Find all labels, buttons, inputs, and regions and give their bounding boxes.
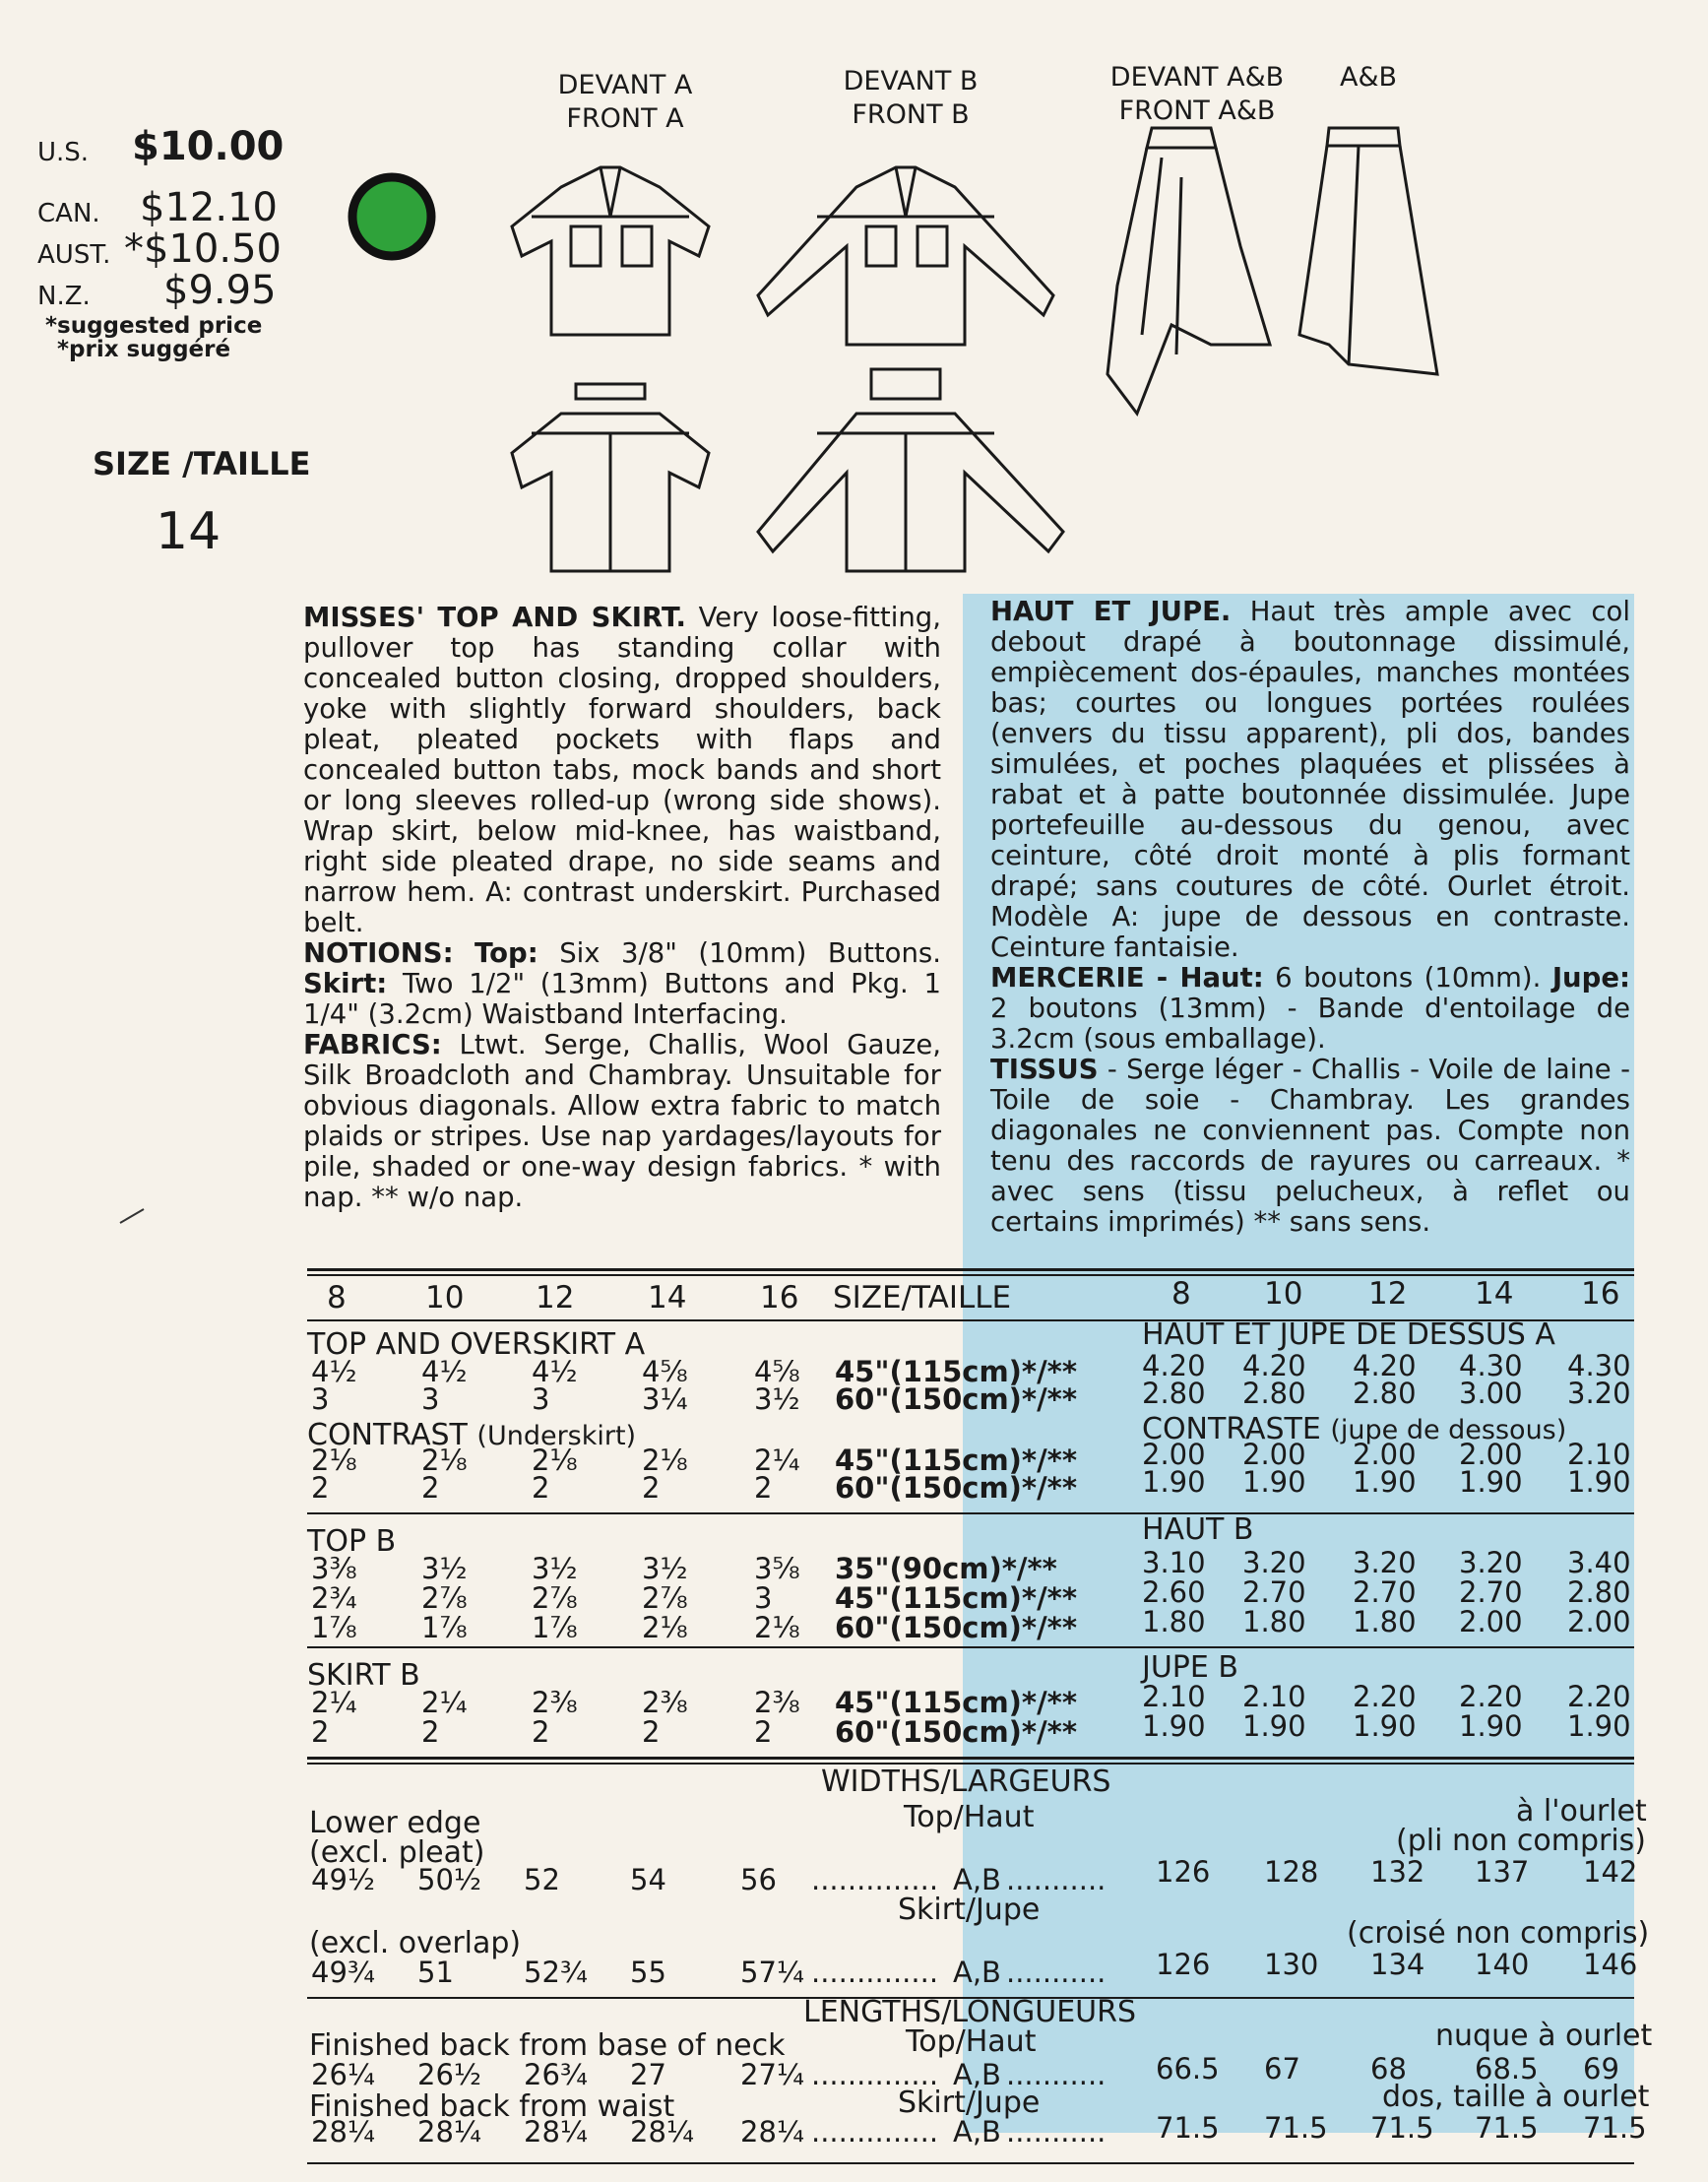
yardage-cell: 2 xyxy=(754,1715,773,1749)
measure-cm-cell: 69 xyxy=(1583,2052,1619,2086)
yardage-cell: 2 xyxy=(754,1471,773,1505)
measure-inch-cell: 27 xyxy=(630,2058,666,2091)
view-ab-label: A,B xyxy=(953,2115,1001,2149)
metric-cell: 2.80 xyxy=(1353,1377,1417,1410)
measure-inch-cell: 26¼ xyxy=(311,2058,376,2091)
yardage-cell: 2⅛ xyxy=(642,1444,688,1477)
desc-en-title: MISSES' TOP AND SKIRT. xyxy=(303,602,686,633)
fabric-width: 60"(150cm)*/** xyxy=(835,1471,1078,1505)
size-col-right-8: 8 xyxy=(1171,1276,1191,1312)
metric-cell: 2.80 xyxy=(1142,1377,1206,1410)
size-col-left-12: 12 xyxy=(536,1280,575,1316)
green-dot-icon xyxy=(345,169,439,264)
measure-inch-cell: 51 xyxy=(417,1956,454,1989)
metric-cell: 1.90 xyxy=(1353,1465,1417,1499)
metric-cell: 3.20 xyxy=(1353,1546,1417,1579)
yardage-cell: 2¼ xyxy=(754,1444,800,1477)
measure-inch-cell: 28¼ xyxy=(311,2115,376,2149)
metric-cell: 3.20 xyxy=(1459,1546,1523,1579)
bottom-rule xyxy=(307,2162,1634,2164)
section-contraste-extra: (jupe de dessous) xyxy=(1330,1415,1567,1445)
yardage-cell: 2⅞ xyxy=(642,1581,688,1615)
measure-cm-cell: 142 xyxy=(1583,1855,1638,1889)
pli-non-compris-label: (pli non compris) xyxy=(1396,1824,1646,1858)
measure-cm-cell: 71.5 xyxy=(1370,2111,1434,2145)
size-value: 14 xyxy=(156,502,221,561)
measure-inch-cell: 50½ xyxy=(417,1863,482,1896)
measure-inch-cell: 28¼ xyxy=(740,2115,805,2149)
price-label-aust: AUST. xyxy=(37,240,111,270)
dot-leader: ........... xyxy=(1006,2058,1107,2091)
measure-cm-cell: 66.5 xyxy=(1156,2052,1220,2086)
measure-cm-cell: 126 xyxy=(1156,1948,1211,1981)
yardage-cell: 3 xyxy=(532,1382,550,1416)
metric-cell: 1.90 xyxy=(1142,1465,1206,1499)
section-contrast xyxy=(307,1418,636,1452)
measure-inch-cell: 28¼ xyxy=(417,2115,482,2149)
fabric-width: 60"(150cm)*/** xyxy=(835,1382,1078,1416)
metric-cell: 2.20 xyxy=(1353,1680,1417,1713)
yardage-cell: 2⅜ xyxy=(532,1686,578,1719)
yardage-cell: 2⅞ xyxy=(532,1581,578,1615)
price-note-fr: *prix suggéré xyxy=(57,337,231,362)
notions-skirt: Two 1/2" (13mm) Buttons and Pkg. 1 1/4" (3.2cm) Waistband Interfacing. xyxy=(303,968,941,1030)
widths-top-label: Top/Haut xyxy=(904,1800,1035,1834)
fabric-width: 35"(90cm)*/** xyxy=(835,1552,1057,1585)
price-value-nz: $9.95 xyxy=(163,268,277,313)
price-block xyxy=(37,124,285,370)
metric-cell: 2.70 xyxy=(1459,1575,1523,1609)
yardage-cell: 1⅞ xyxy=(532,1611,578,1644)
metric-cell: 2.80 xyxy=(1567,1575,1631,1609)
yardage-cell: 4½ xyxy=(532,1355,578,1388)
metric-cell: 1.90 xyxy=(1567,1709,1631,1743)
dot-leader: ........... xyxy=(1006,1956,1107,1989)
desc-fr-body: Haut très ample avec col debout drapé à boutonnage dissimulé, empiècement dos-épaules, manches montées bas; courtes ou longues portées roulées (envers du tissu apparent), pli dos, bandes simulées, et poches plaquées et plissées à rabat et à patte boutonnée dissimulée. Jupe portefeuille au-dessous du genou, avec ceinture, côté droit monté à plis formant drapé; sans coutures de côté. Ourlet étroit. Modèle A: jupe de dessous en contraste. Ceinture fantaisie. xyxy=(990,596,1630,963)
measure-cm-cell: 137 xyxy=(1475,1855,1530,1889)
fabric-width: 60"(150cm)*/** xyxy=(835,1611,1078,1644)
measure-inch-cell: 28¼ xyxy=(630,2115,695,2149)
widths-top-fr: à l'ourlet xyxy=(1516,1794,1647,1829)
lengths-top-label: Top/Haut xyxy=(906,2024,1037,2059)
metric-cell: 2.20 xyxy=(1567,1680,1631,1713)
lower-edge-label: Lower edge xyxy=(309,1806,481,1840)
size-col-right-14: 14 xyxy=(1475,1276,1514,1312)
metric-cell: 3.00 xyxy=(1459,1377,1523,1410)
metric-cell: 4.20 xyxy=(1242,1349,1306,1382)
skirt-b-drawing xyxy=(1290,118,1447,384)
fabric-width: 45"(115cm)*/** xyxy=(835,1581,1078,1615)
neck-fr-label: nuque à ourlet xyxy=(1435,2019,1653,2053)
yardage-cell: 1⅞ xyxy=(421,1611,468,1644)
view-label-ab xyxy=(1319,61,1418,95)
tissus-text: - Serge léger - Challis - Voile de laine - Toile de soie - Chambray. Les grandes diagonales ne conviennent pas. Compte non tenu des raccords de rayures ou carreaux. * avec sens (tissu pelucheux, à reflet ou certains imprimés) ** sans sens. xyxy=(990,1054,1630,1238)
measure-cm-cell: 71.5 xyxy=(1156,2111,1220,2145)
yardage-cell: 3¼ xyxy=(642,1382,688,1416)
metric-cell: 3.20 xyxy=(1242,1546,1306,1579)
section-skirt-b: SKIRT B xyxy=(307,1658,420,1693)
view-ab-label: A,B xyxy=(953,1863,1001,1896)
measure-cm-cell: 146 xyxy=(1583,1948,1638,1981)
metric-cell: 2.10 xyxy=(1242,1680,1306,1713)
metric-cell: 4.30 xyxy=(1567,1349,1631,1382)
measure-inch-cell: 49½ xyxy=(311,1863,376,1896)
metric-cell: 1.90 xyxy=(1242,1465,1306,1499)
metric-cell: 2.00 xyxy=(1142,1438,1206,1471)
price-note-en: *suggested price xyxy=(45,313,263,339)
metric-cell: 1.90 xyxy=(1567,1465,1631,1499)
measure-inch-cell: 27¼ xyxy=(740,2058,805,2091)
yardage-cell: 2⅜ xyxy=(754,1686,800,1719)
measure-inch-cell: 28¼ xyxy=(524,2115,589,2149)
yardage-cell: 3⅝ xyxy=(754,1552,800,1585)
waist-fr-label: dos, taille à ourlet xyxy=(1382,2080,1650,2114)
metric-cell: 2.20 xyxy=(1459,1680,1523,1713)
view-label-line: FRONT B xyxy=(852,99,970,130)
metric-cell: 4.20 xyxy=(1353,1349,1417,1382)
lengths-skirt-label: Skirt/Jupe xyxy=(898,2086,1041,2120)
section-haut-jupe-a: HAUT ET JUPE DE DESSUS A xyxy=(1142,1317,1555,1352)
price-value-aust: *$10.50 xyxy=(124,226,282,272)
dot-leader: .............. xyxy=(811,1863,939,1896)
section-contrast-extra: (Underskirt) xyxy=(476,1421,637,1451)
metric-cell: 3.40 xyxy=(1567,1546,1631,1579)
yardage-cell: 3½ xyxy=(642,1552,688,1585)
fabric-width: 45"(115cm)*/** xyxy=(835,1444,1078,1477)
mercerie-jupe-label: Jupe: xyxy=(1551,962,1630,994)
notions-top: Six 3/8" (10mm) Buttons. xyxy=(559,937,941,969)
neck-label: Finished back from base of neck xyxy=(309,2028,786,2063)
yardage-cell: 2⅛ xyxy=(421,1444,468,1477)
yardage-cell: 2⅛ xyxy=(642,1611,688,1644)
dot-leader: .............. xyxy=(811,2115,939,2149)
measure-inch-cell: 52¾ xyxy=(524,1956,589,1989)
size-col-left-8: 8 xyxy=(327,1280,347,1316)
view-label-line: DEVANT A xyxy=(557,70,693,100)
fabric-width: 45"(115cm)*/** xyxy=(835,1686,1078,1719)
price-label-us: U.S. xyxy=(37,138,90,167)
measure-cm-cell: 71.5 xyxy=(1264,2111,1328,2145)
metric-cell: 4.20 xyxy=(1142,1349,1206,1382)
yardage-cell: 2 xyxy=(421,1715,440,1749)
yardage-cell: 2 xyxy=(311,1471,330,1505)
yardage-cell: 2⅞ xyxy=(421,1581,468,1615)
size-col-left-10: 10 xyxy=(425,1280,465,1316)
excl-overlap-label: (excl. overlap) xyxy=(309,1926,522,1960)
top-a-front-and-back-drawing xyxy=(502,148,719,581)
metric-cell: 1.90 xyxy=(1353,1709,1417,1743)
croise-label: (croisé non compris) xyxy=(1347,1916,1650,1951)
measure-cm-cell: 132 xyxy=(1370,1855,1425,1889)
metric-cell: 3.10 xyxy=(1142,1546,1206,1579)
lengths-heading: LENGTHS/LONGUEURS xyxy=(803,1995,1137,2029)
english-description xyxy=(303,603,941,1213)
view-label-line: DEVANT B xyxy=(843,66,979,96)
yardage-cell: 3 xyxy=(311,1382,330,1416)
yardage-cell: 2¼ xyxy=(311,1686,357,1719)
mercerie-haut: 6 boutons (10mm). xyxy=(1275,962,1542,994)
yardage-cell: 4⅝ xyxy=(754,1355,800,1388)
size-col-left-14: 14 xyxy=(648,1280,687,1316)
metric-cell: 1.80 xyxy=(1242,1605,1306,1638)
view-ab-label: A,B xyxy=(953,2058,1001,2091)
widths-skirt-label: Skirt/Jupe xyxy=(898,1893,1041,1927)
desc-fr-title: HAUT ET JUPE. xyxy=(990,596,1232,627)
metric-cell: 1.90 xyxy=(1459,1465,1523,1499)
view-label-line: FRONT A xyxy=(566,103,684,134)
metric-cell: 1.90 xyxy=(1242,1709,1306,1743)
metric-cell: 3.20 xyxy=(1567,1377,1631,1410)
metric-cell: 2.60 xyxy=(1142,1575,1206,1609)
section-jupe-b: JUPE B xyxy=(1142,1650,1238,1685)
view-ab-label: A,B xyxy=(953,1956,1001,1989)
metric-cell: 1.80 xyxy=(1353,1605,1417,1638)
measure-cm-cell: 67 xyxy=(1264,2052,1300,2086)
measure-cm-cell: 128 xyxy=(1264,1855,1319,1889)
metric-cell: 2.10 xyxy=(1567,1438,1631,1471)
metric-cell: 1.90 xyxy=(1142,1709,1206,1743)
section-top-overskirt-a: TOP AND OVERSKIRT A xyxy=(307,1327,646,1362)
desc-en-body: Very loose-fitting, pullover top has standing collar with concealed button closing, dropped shoulders, yoke with slightly forward shoulders, back pleat, pleated pockets with flaps and concealed button tabs, mock bands and short or long sleeves rolled-up (wrong side shows). Wrap skirt, below mid-knee, has waistband, right side pleated drape, no side seams and narrow hem. A: contrast underskirt. Purchased belt. xyxy=(303,602,941,938)
notions-top-label: Top: xyxy=(474,937,538,969)
yardage-cell: 3 xyxy=(754,1581,773,1615)
section-top-b: TOP B xyxy=(307,1524,397,1559)
yardage-cell: 2¼ xyxy=(421,1686,468,1719)
metric-cell: 1.90 xyxy=(1459,1709,1523,1743)
yardage-cell: 1⅞ xyxy=(311,1611,357,1644)
yardage-cell: 2 xyxy=(642,1715,661,1749)
metric-cell: 2.80 xyxy=(1242,1377,1306,1410)
measure-inch-cell: 26½ xyxy=(417,2058,482,2091)
tissus-label: TISSUS xyxy=(990,1054,1099,1085)
measure-inch-cell: 26¾ xyxy=(524,2058,589,2091)
yardage-cell: 3½ xyxy=(421,1552,468,1585)
view-label-line: A&B xyxy=(1339,62,1398,93)
yardage-cell: 3 xyxy=(421,1382,440,1416)
measure-cm-cell: 68.5 xyxy=(1475,2052,1539,2086)
yardage-cell: 2 xyxy=(421,1471,440,1505)
notions-label: NOTIONS: xyxy=(303,937,454,969)
yardage-cell: 2¾ xyxy=(311,1581,357,1615)
metric-cell: 2.00 xyxy=(1242,1438,1306,1471)
yardage-cell: 4½ xyxy=(421,1355,468,1388)
measure-cm-cell: 68 xyxy=(1370,2052,1407,2086)
metric-cell: 2.00 xyxy=(1459,1605,1523,1638)
section-haut-b: HAUT B xyxy=(1142,1512,1254,1547)
fabrics-label: FABRICS: xyxy=(303,1029,442,1060)
metric-cell: 2.00 xyxy=(1567,1605,1631,1638)
size-header: SIZE/TAILLE xyxy=(833,1280,1012,1316)
yardage-cell: 2⅛ xyxy=(532,1444,578,1477)
metric-cell: 2.70 xyxy=(1242,1575,1306,1609)
price-label-can: CAN. xyxy=(37,199,100,228)
size-col-right-12: 12 xyxy=(1368,1276,1408,1312)
section-contrast-label: CONTRAST xyxy=(307,1418,468,1452)
measure-cm-cell: 71.5 xyxy=(1583,2111,1647,2145)
dot-leader: ........... xyxy=(1006,1863,1107,1896)
yardage-cell: 4½ xyxy=(311,1355,357,1388)
size-col-left-16: 16 xyxy=(760,1280,799,1316)
measure-inch-cell: 49¾ xyxy=(311,1956,376,1989)
measure-inch-cell: 52 xyxy=(524,1863,560,1896)
metric-cell: 2.00 xyxy=(1459,1438,1523,1471)
top-b-front-and-back-drawing xyxy=(748,148,1073,581)
view-label-front-b xyxy=(837,65,984,132)
view-label-line: FRONT A&B xyxy=(1118,96,1276,126)
measure-inch-cell: 57¼ xyxy=(740,1956,805,1989)
pencil-mark xyxy=(118,1205,148,1225)
skirt-a-drawing xyxy=(1103,118,1280,423)
metric-cell: 2.10 xyxy=(1142,1680,1206,1713)
measure-inch-cell: 56 xyxy=(740,1863,777,1896)
notions-skirt-label: Skirt: xyxy=(303,968,388,999)
fabric-width: 45"(115cm)*/** xyxy=(835,1355,1078,1388)
yardage-cell: 2 xyxy=(642,1471,661,1505)
fabric-width: 60"(150cm)*/** xyxy=(835,1715,1078,1749)
metric-cell: 1.80 xyxy=(1142,1605,1206,1638)
size-col-right-10: 10 xyxy=(1264,1276,1303,1312)
measure-cm-cell: 130 xyxy=(1264,1948,1319,1981)
yardage-cell: 3½ xyxy=(754,1382,800,1416)
size-col-right-16: 16 xyxy=(1581,1276,1620,1312)
yardage-cell: 3⅜ xyxy=(311,1552,357,1585)
measure-inch-cell: 55 xyxy=(630,1956,666,1989)
yardage-cell: 2 xyxy=(532,1715,550,1749)
metric-cell: 4.30 xyxy=(1459,1349,1523,1382)
waist-label: Finished back from waist xyxy=(309,2089,675,2124)
view-label-line: DEVANT A&B xyxy=(1109,62,1285,93)
excl-pleat-label: (excl. pleat) xyxy=(309,1835,485,1870)
yardage-cell: 2⅛ xyxy=(311,1444,357,1477)
widths-heading: WIDTHS/LARGEURS xyxy=(821,1765,1111,1799)
measure-cm-cell: 126 xyxy=(1156,1855,1211,1889)
yardage-cell: 2⅛ xyxy=(754,1611,800,1644)
yardage-cell: 4⅝ xyxy=(642,1355,688,1388)
measure-cm-cell: 140 xyxy=(1475,1948,1530,1981)
yardage-cell: 2 xyxy=(532,1471,550,1505)
metric-cell: 2.00 xyxy=(1353,1438,1417,1471)
measure-inch-cell: 54 xyxy=(630,1863,666,1896)
price-value-us: $10.00 xyxy=(132,124,285,169)
size-heading: SIZE /TAILLE xyxy=(93,445,311,482)
price-label-nz: N.Z. xyxy=(37,282,91,311)
fabrics-text: Ltwt. Serge, Challis, Wool Gauze, Silk Broadcloth and Chambray. Unsuitable for obvious diagonals. Allow extra fabric to match plaids or stripes. Use nap yardages/layouts for pile, shaded or one-way design fabrics. * with nap. ** w/o nap. xyxy=(303,1029,941,1213)
mercerie-jupe: 2 boutons (13mm) - Bande d'entoilage de 3.2cm (sous emballage). xyxy=(990,993,1630,1055)
french-description xyxy=(990,597,1630,1238)
dot-leader: ........... xyxy=(1006,2115,1107,2149)
section-contraste-label: CONTRASTE xyxy=(1142,1412,1321,1446)
dot-leader: .............. xyxy=(811,1956,939,1989)
mercerie-label: MERCERIE - Haut: xyxy=(990,962,1264,994)
yardage-cell: 2⅜ xyxy=(642,1686,688,1719)
measure-cm-cell: 134 xyxy=(1370,1948,1425,1981)
yardage-cell: 3½ xyxy=(532,1552,578,1585)
yardage-cell: 2 xyxy=(311,1715,330,1749)
measure-cm-cell: 71.5 xyxy=(1475,2111,1539,2145)
price-value-can: $12.10 xyxy=(140,185,278,230)
view-label-front-a xyxy=(551,69,699,136)
metric-cell: 2.70 xyxy=(1353,1575,1417,1609)
dot-leader: .............. xyxy=(811,2058,939,2091)
